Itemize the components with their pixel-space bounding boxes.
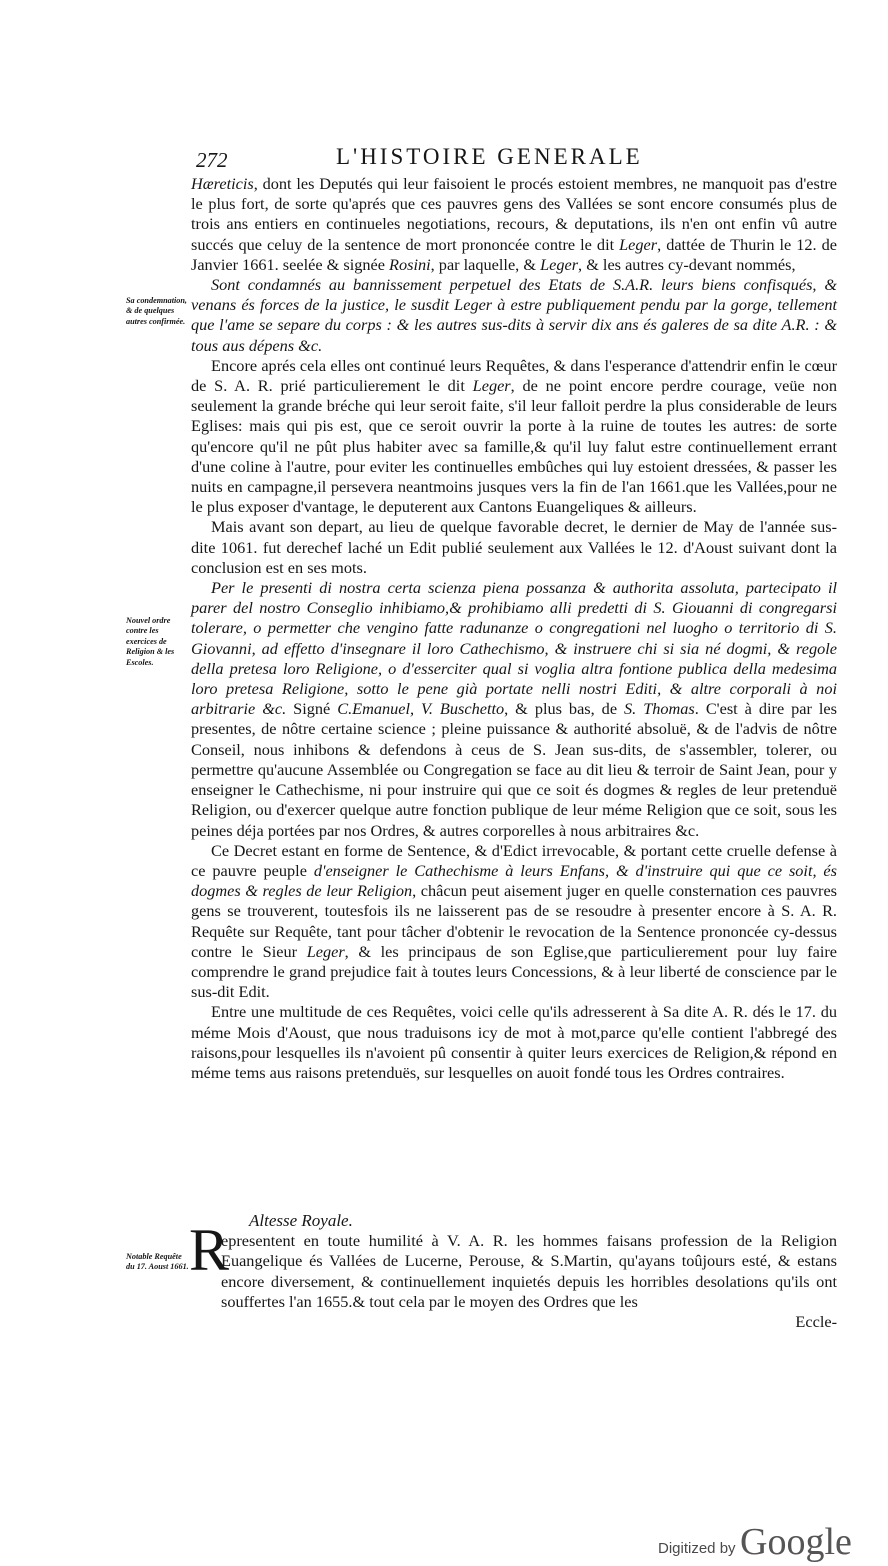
text-span: Hæreticis: [191, 174, 254, 193]
text-span: , par laquelle, &: [430, 254, 541, 274]
text-span: Leger: [619, 234, 658, 254]
margin-note-new-order: Nouvel ordre contre les exercices de Religion & les Escoles.: [126, 616, 175, 667]
running-title: L'HISTOIRE GENERALE: [336, 144, 643, 169]
text-span: , & les autres cy-devant nommés,: [578, 254, 796, 274]
digitized-label: Digitized by: [658, 1540, 736, 1557]
paragraph-1: [191, 174, 837, 275]
text-span: Rosini: [389, 254, 431, 274]
petition-block: [191, 1211, 837, 1332]
text-span: Per le presenti di nostra certa scienza piena possanza & authorita assoluta, partecipato il parer del nostro Conseglio inhibiamo,& prohibiamo alli predetti di S. Giouanni di congregarsi tolerare, o permetter che vengino fatte radunanze o congregationi nel luogho o territorio di S. Giovanni, ad effetto d'insegnare il loro Cathechismo, & instruere chi si sia né dogmi, & regole della pretesa loro Religione, o d'esserciter qual si voglia altra fontione publica della medesima loro pretesa Religione, sotto le pene già portate nelli nostri Editi, & altre corporali à noi arbitrarie &c.: [191, 578, 837, 719]
text-span: S. Thomas: [624, 699, 695, 719]
text-span: , & les principaus de son Eglise,que particulierement pour luy faire comprendre le grand prejudice fait à toutes leurs Concessions, & à leur liberté de conscience par le sus-dit Edit.: [191, 941, 837, 1002]
paragraph-3: [191, 356, 837, 518]
margin-note-condemnation: Sa condemnation, & de quelques autres confirmée.: [126, 296, 187, 326]
drop-cap: R: [189, 1217, 230, 1284]
text-span: Leger: [472, 376, 511, 396]
text-span: . C'est à dire par les presentes, de nôtre certaine science ; pleine puissance & authorité absoluë, & de l'advis de nôtre Conseil, nous inhibons & defendons à ceus de S. Jean sus-dits, de s'assembler, tolerer, ou permettre qu'aucune Assemblée ou Congregation se face au dit lieu & terroir de Saint Jean, pour y enseigner le Cathechisme, ni pour instruire qui que ce soit és dogmes & regles de leur pretenduë Religion, ou d'exercer quelque autre fonction publique de leur méme Religion que ce soit, sous les peines déja portées par nos Ordres, & autres corporelles à nous arbitraires &c.: [191, 699, 837, 840]
paragraph-4: Mais avant son depart, au lieu de quelque favorable decret, le dernier de May de l'année sus-dite 1061. fut derechef laché un Edit publié seulement aux Vallées le 12. d'Aoust suivant dont la conclusion est en ses mots.: [191, 517, 837, 577]
text-span: epresentent en toute humilité à V. A. R. les hommes faisans profession de la Religion Euangelique és Vallées de Lucerne, Perouse, & S.Martin, qu'ayans toûjours esté, & estans encore diversement, & continuellement inquietés depuis les horribles desolations qu'ils ont souffertes l'an 1655.& tout cela par le moyen des Ordres que les: [221, 1231, 837, 1311]
text-span: Encore aprés cela elles ont continué leurs Requêtes, & dans l'esperance d'attendrir enfin le cœur de S. A. R. prié particulierement le dit: [191, 355, 837, 396]
text-span: C.Emanuel, V. Buschetto: [337, 699, 505, 719]
margin-note-request: Notable Requête du 17. Aoust 1661.: [126, 1252, 189, 1272]
page-number: 272: [196, 148, 228, 172]
digitized-by-google-mark: [658, 1520, 858, 1564]
text-span: Signé: [286, 699, 338, 719]
address-heading: Altesse Royale.: [249, 1211, 353, 1230]
google-logo: Google: [740, 1521, 852, 1563]
paragraph-6: [191, 841, 837, 1003]
catchword: Eccle-: [795, 1312, 837, 1332]
main-text: [191, 174, 837, 1083]
paragraph-edict: [191, 578, 837, 841]
text-span: , dattée de Thurin le 12. de Janvier 1661. seelée & signée: [191, 234, 837, 274]
text-span: Leger: [540, 254, 579, 274]
text-span: , & plus bas, de: [504, 699, 625, 719]
text-span: , de ne point encore perdre courage, veüe non seulement la grande bréche qui leur seroit faite, s'il leur falloit perdre la plus considerable de leurs Eglises: mais qui pis est, que ce seroit ouvrir la porte à la ruine de toutes les autres: de sorte qu'encore qu'il ne pût plus habiter avec sa famille,& qu'il luy falut estre continuellement errant d'une coline à l'autre, pour eviter les continuelles embûches qui luy estoient dressées, & passer les nuits en campagne,il persevera neantmoins jusques vers la fin de l'an 1661.que les Vallées,pour ne le plus exposer d'vantage, le deputerent aux Cantons Euangeliques & ailleurs.: [191, 376, 837, 517]
paragraph-7: Entre une multitude de ces Requêtes, voici celle qu'ils adresserent à Sa dite A. R. dés le 17. du méme Mois d'Aoust, que nous traduisons icy de mot à mot,parce qu'elle contient l'abbregé des raisons,pour lesquelles ils n'avoient pû consentir à quiter leurs exercices de Religion,& répond en méme tems aus raisons pretenduës, sur lesquelles on auoit fondé tous les Ordres contraires.: [191, 1002, 837, 1082]
text-span: Leger: [306, 941, 345, 961]
text-span: , châcun peut aisement juger en quelle consternation ces pauvres gens se trouverent, toutesfois ils ne laisserent pas de se resoudre à presenter encore à S. A. R. Requête sur Requête, tant pour tâcher d'obtenir le revocation de la Sentence prononcée cy-dessus contre le Sieur: [191, 881, 838, 961]
text-span: Ce Decret estant en forme de Sentence, & d'Edict irrevocable, & portant cette cruelle defense à ce pauvre peuple: [191, 840, 837, 880]
paragraph-sentence: Sont condamnés au bannissement perpetuel des Etats de S.A.R. leurs biens confisqués, & venans és forces de la justice, le susdit Leger à estre publiquement pendu par la gorge, tellement que l'ame se separe du corps : & les autres sus-dits à servir dix ans és galeres de sa dite A.R. : & tous aus dépens &c.: [191, 275, 837, 355]
text-span: d'enseigner le Cathechisme à leurs Enfans, & d'instruire qui que ce soit, és dogmes & regles de leur Religion: [191, 860, 837, 901]
page-header: [196, 144, 846, 172]
text-span: , dont les Deputés qui leur faisoient le procés estoient membres, ne manquoit pas d'estre le plus fort, de sorte qu'aprés que ces pauvres gens des Vallées se sont encore consumés plus de trois ans entiers en continueles negotiations, recours, & deputations, ils n'en ont enfin vû autre succés que celuy de la sentence de mort prononcée contre le dit: [191, 174, 837, 254]
